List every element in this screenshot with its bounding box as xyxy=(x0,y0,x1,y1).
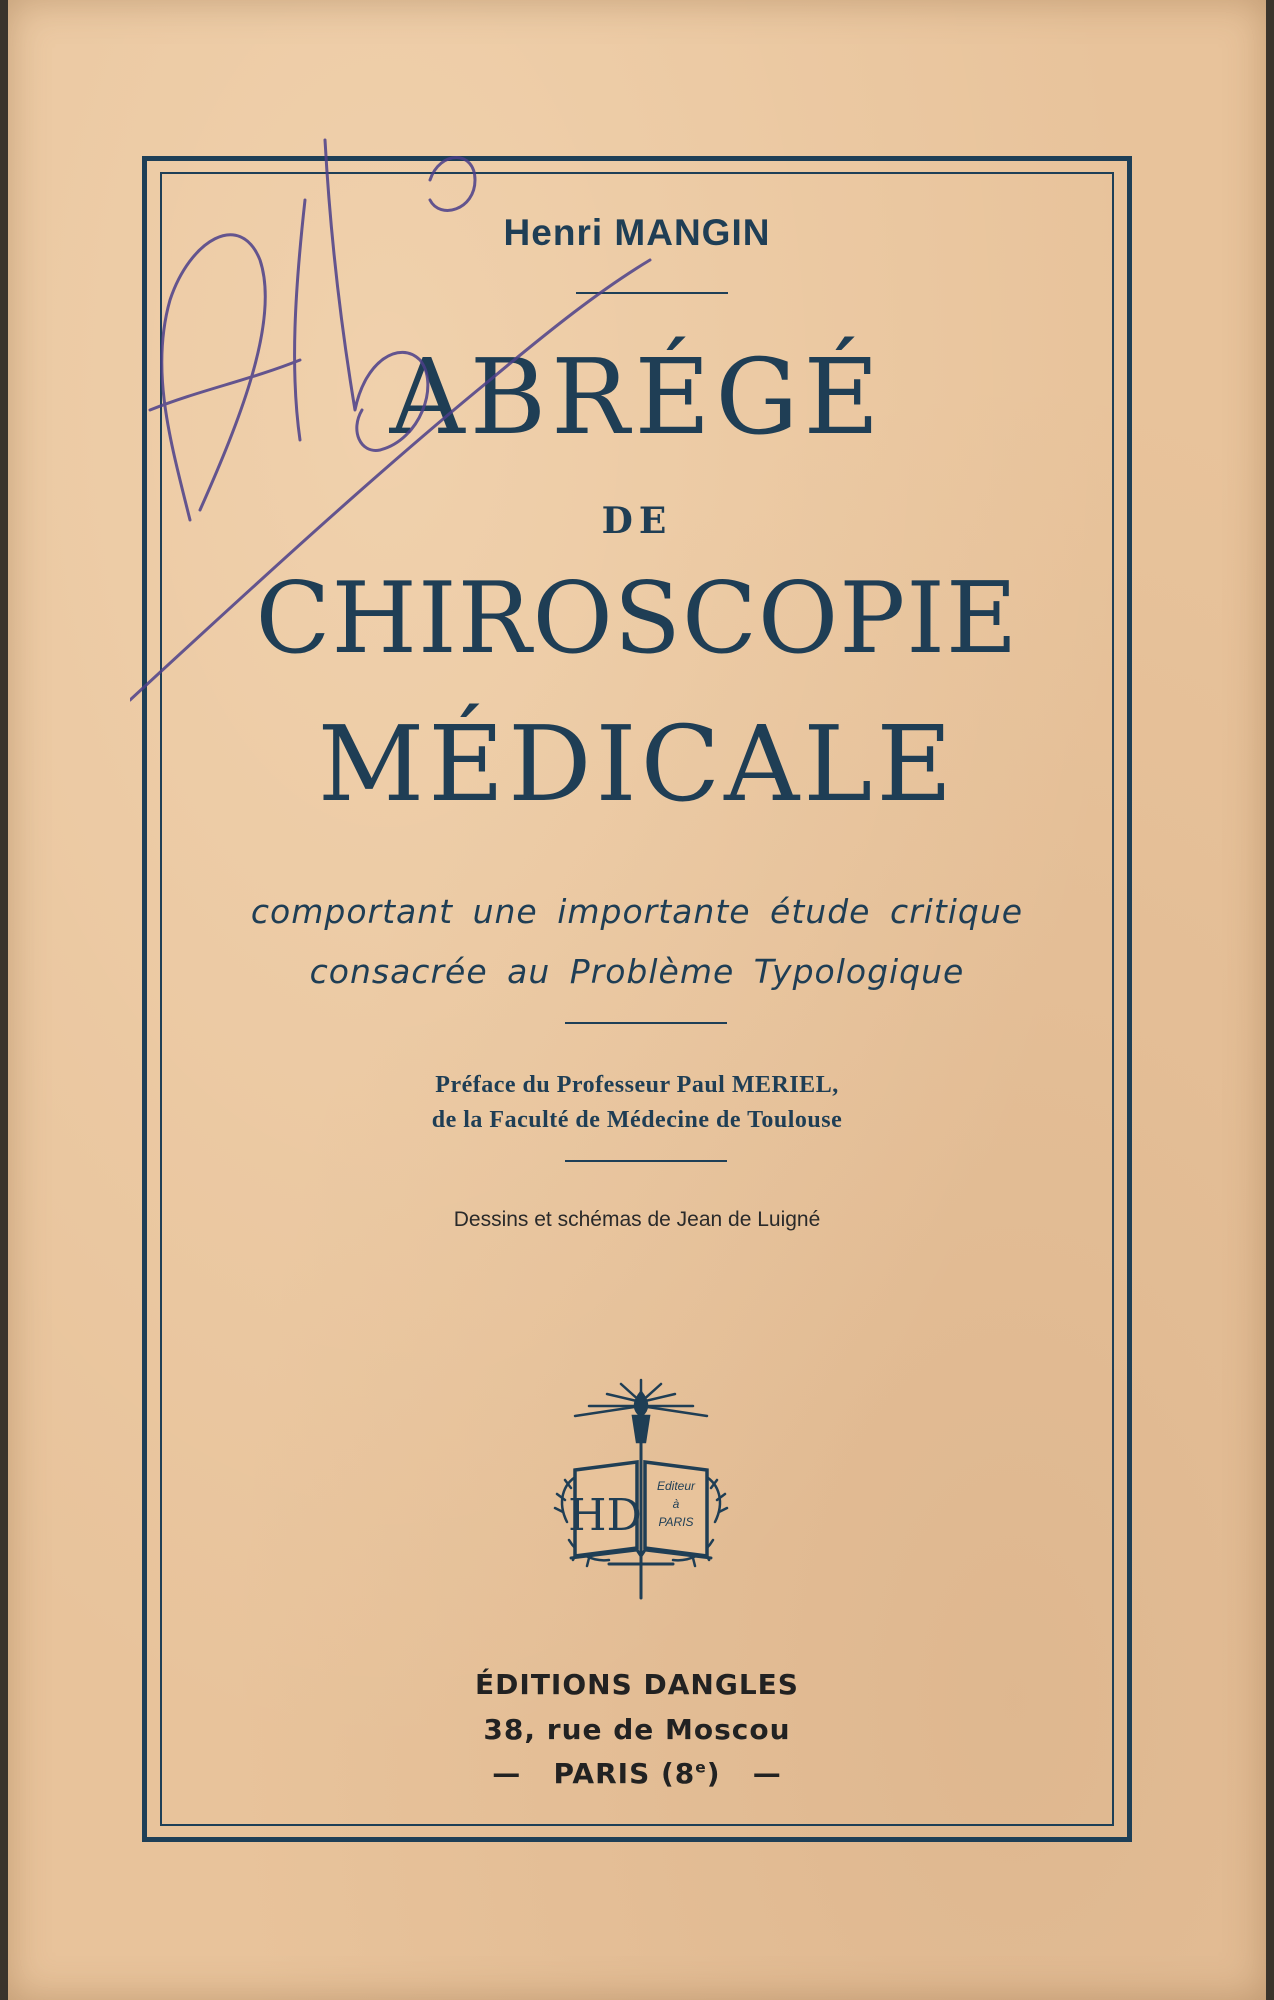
publisher-city-superscript: e xyxy=(695,1758,707,1777)
publisher-city-text: PARIS (8 xyxy=(553,1757,696,1790)
title-medicale: MÉDICALE xyxy=(317,703,957,825)
divider-rule xyxy=(576,292,728,294)
title-chiroscopie: CHIROSCOPIE xyxy=(255,562,1019,676)
emblem-text-line-3: PARIS xyxy=(658,1515,694,1529)
publisher-name: ÉDITIONS DANGLES xyxy=(475,1668,799,1701)
emblem-text-line-2: à xyxy=(672,1497,680,1511)
title-abrege: ABRÉGÉ xyxy=(389,336,885,458)
divider-rule xyxy=(565,1022,727,1024)
subtitle-line-1: comportant une importante étude critique xyxy=(250,892,1024,931)
publisher-city xyxy=(160,1757,1114,1790)
dash-left: — xyxy=(492,1757,554,1790)
publisher-address: 38, rue de Moscou xyxy=(483,1713,791,1746)
author-name: Henri MANGIN xyxy=(503,212,771,253)
title-de: DE xyxy=(601,500,673,542)
emblem-monogram: HD xyxy=(568,1490,642,1541)
drawings-credit: Dessins et schémas de Jean de Luigné xyxy=(453,1208,821,1231)
subtitle-line-2: consacrée au Problème Typologique xyxy=(309,952,965,991)
divider-rule xyxy=(565,1160,727,1162)
emblem-text-line-1: Editeur xyxy=(656,1479,696,1493)
torch-book-emblem-icon xyxy=(549,1372,733,1608)
preface-line-2: de la Faculté de Médecine de Toulouse xyxy=(431,1107,843,1133)
preface-line-1: Préface du Professeur Paul MERIEL, xyxy=(435,1072,839,1098)
publisher-city-close: ) xyxy=(706,1757,721,1790)
dash-right: — xyxy=(720,1757,782,1790)
